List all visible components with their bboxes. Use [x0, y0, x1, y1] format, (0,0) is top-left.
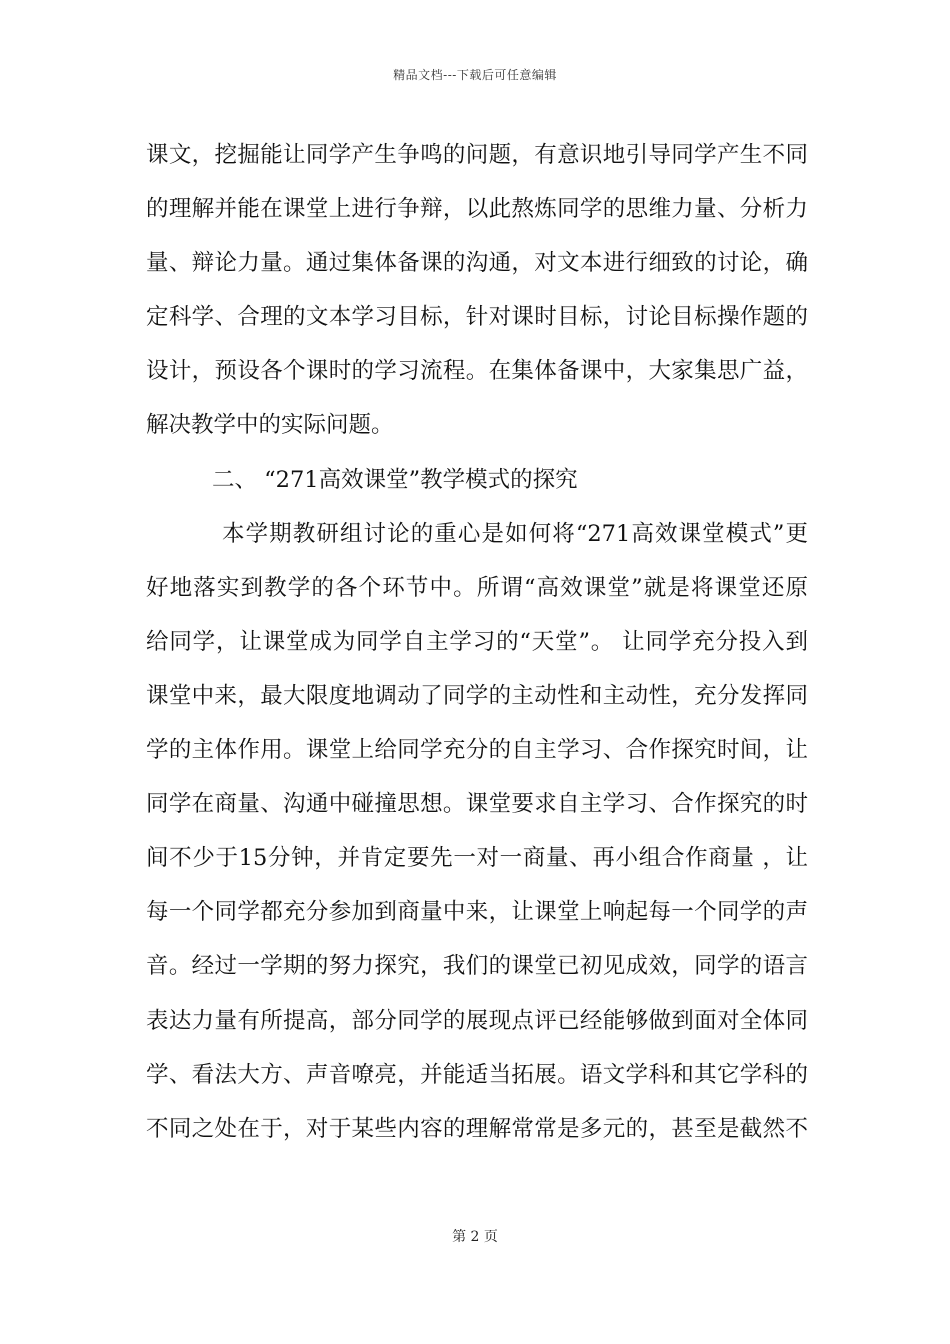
page-header: 精品文档---下载后可任意编辑 — [393, 68, 557, 82]
document-body — [146, 128, 808, 1156]
text-line: 的理解并能在课堂上进行争辩，以此熬炼同学的思维力量、分析力 — [146, 196, 808, 223]
text-line: 给同学，让课堂成为同学自主学习的“天堂”。 让同学充分投入到 — [146, 628, 808, 655]
text-line: 间不少于15分钟，并肯定要先一对一商量、再小组合作商量 ，让 — [146, 845, 808, 872]
text-line: 本学期教研组讨论的重心是如何将“271高效课堂模式”更 — [222, 520, 808, 547]
text-line: 同学在商量、沟通中碰撞思想。课堂要求自主学习、合作探究的时 — [146, 791, 808, 818]
text-line: 不同之处在于，对于某些内容的理解常常是多元的，甚至是截然不 — [146, 1115, 808, 1142]
text-line: 音。经过一学期的努力探究，我们的课堂已初见成效，同学的语言 — [146, 953, 808, 980]
text-line: 每一个同学都充分参加到商量中来，让课堂上响起每一个同学的声 — [146, 899, 808, 926]
text-line: 课文，挖掘能让同学产生争鸣的问题，有意识地引导同学产生不同 — [146, 142, 808, 168]
text-line: 定科学、合理的文本学习目标，针对课时目标，讨论目标操作题的 — [146, 304, 808, 331]
text-line: 课堂中来，最大限度地调动了同学的主动性和主动性，充分发挥同 — [146, 682, 808, 709]
text-line: 设计，预设各个课时的学习流程。在集体备课中，大家集思广益， — [146, 358, 808, 385]
text-line: 好地落实到教学的各个环节中。所谓“高效课堂”就是将课堂还原 — [146, 574, 808, 601]
text-line: 学的主体作用。课堂上给同学充分的自主学习、合作探究时间，让 — [146, 737, 808, 764]
page-number: 第 2 页 — [452, 1229, 498, 1245]
section-heading: 二、 “271高效课堂”教学模式的探究 — [212, 466, 578, 493]
text-line: 学、看法大方、声音嘹亮，并能适当拓展。语文学科和其它学科的 — [146, 1061, 808, 1088]
text-line: 量、辩论力量。通过集体备课的沟通，对文本进行细致的讨论，确 — [146, 250, 808, 277]
text-line: 表达力量有所提高，部分同学的展现点评已经能够做到面对全体同 — [146, 1007, 808, 1034]
text-line: 解决教学中的实际问题。 — [146, 412, 394, 439]
